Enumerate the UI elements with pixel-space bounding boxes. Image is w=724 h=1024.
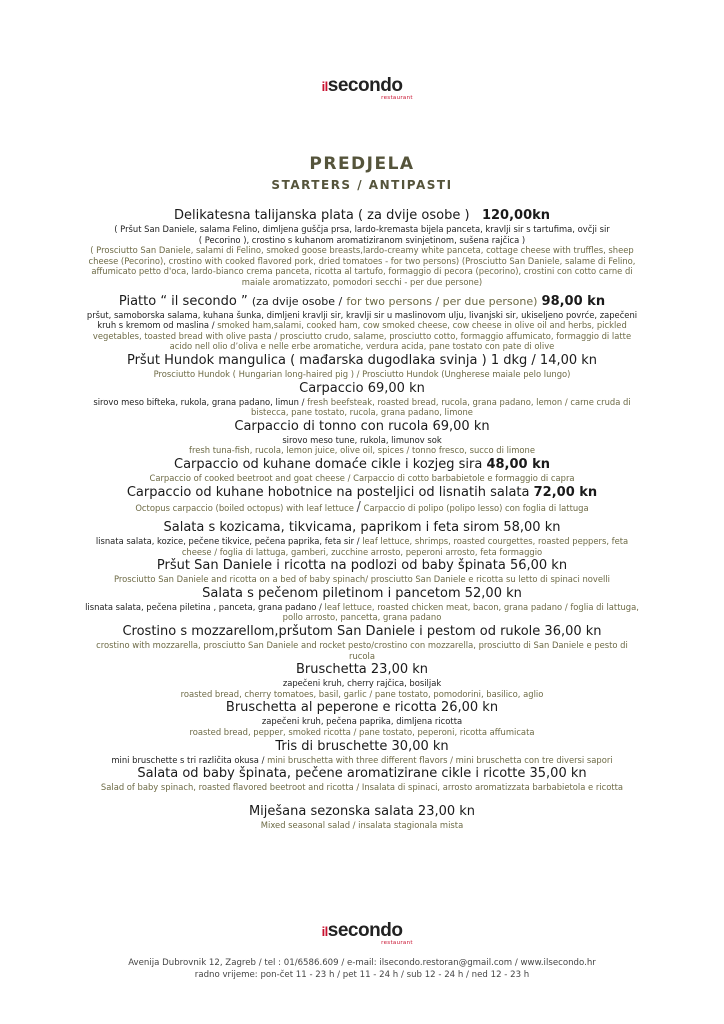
- menu-item: [84, 661, 640, 699]
- logo-brand: secondo: [327, 75, 403, 96]
- separator: /: [356, 499, 361, 515]
- menu-item: [84, 803, 640, 831]
- item-name: Tris di bruschette 30,00 kn: [275, 738, 449, 754]
- item-name: Pršut Hundok mangulica ( mađarska dugodlaka svinja ) 1 dkg: [126, 352, 528, 368]
- item-desc-hr: lisnata salata, kozice, pečene tikvice, pečena paprika, feta sir /: [95, 536, 360, 547]
- item-desc-translation: roasted bread, pepper, smoked ricotta / pane tostato, peperoni, ricotta affumicata: [189, 727, 535, 738]
- menu-item: [84, 765, 640, 793]
- menu-item: [84, 585, 640, 623]
- item-desc-translation: fresh beefsteak, roasted bread, rucola, grana padano, lemon / carne cruda di bistecca, pane tostato, rucola, grana padano, limone: [251, 396, 631, 418]
- item-desc-translation: mini bruschetta with three different flavors / mini bruschetta con tre diversi sapori: [267, 754, 613, 765]
- logo-il: il: [321, 924, 328, 939]
- menu-item: [84, 623, 640, 661]
- menu-item: [84, 557, 640, 585]
- logo-sub: restaurant: [381, 940, 413, 946]
- item-name: Pršut San Daniele i ricotta na podlozi od baby špinata 56,00 kn: [156, 558, 568, 574]
- item-desc-translation: Carpaccio of cooked beetroot and goat cheese / Carpaccio di cotto barbabietole e formaggio di capra: [149, 472, 575, 483]
- item-desc-translation: smoked ham,salami, cooked ham, cow smoked cheese, cow cheese in olive oil and herbs, pickled vegetables, toasted bread with olive pasta / prosciutto crudo, salame, prosciutto cotto, formaggio affumicato, formaggio di latte acido nell olio d’oliva e nelle erbe aromatiche, verdura acida, pane tostato con pate di olive: [92, 320, 632, 352]
- item-desc-translation: Mixed seasonal salad / insalata stagionala mista: [260, 819, 464, 830]
- menu-item: [84, 418, 640, 456]
- menu-item: [84, 293, 640, 352]
- item-desc-translation: Prosciutto San Daniele and ricotta on a bed of baby spinach/ prosciutto San Daniele e ricotta su letto di spinaci novelli: [113, 574, 611, 585]
- item-price: 48,00 kn: [486, 456, 550, 472]
- item-name: Carpaccio od kuhane domaće cikle i kozjeg sira: [174, 456, 483, 472]
- item-price: 98,00 kn: [541, 293, 606, 309]
- item-desc-translation: roasted bread, cherry tomatoes, basil, garlic / pane tostato, pomodorini, basilico, aglio: [180, 688, 544, 699]
- menu-item: [84, 380, 640, 418]
- menu-item: [84, 207, 640, 288]
- menu-item: [84, 738, 640, 766]
- restaurant-logo: [0, 76, 724, 102]
- item-desc-translation: crostino with mozzarella, prosciutto San Daniele and rocket pesto/crostino con mozzarella, prosciutto di San Daniele e pesto di rucola: [96, 640, 628, 661]
- item-name: Salata s pečenom piletinom i pancetom 52,00 kn: [202, 585, 522, 601]
- item-price: 120,00kn: [481, 208, 551, 223]
- item-name: Bruschetta 23,00 kn: [295, 662, 429, 678]
- item-name: Piatto “ il secondo ”: [118, 293, 248, 309]
- item-name: Carpaccio od kuhane hobotnice na posteljici od lisnatih salata: [126, 484, 530, 500]
- page-subtitle: STARTERS / ANTIPASTI: [271, 178, 453, 192]
- item-desc-hr: sirovo meso tune, rukola, limunov sok: [282, 434, 442, 445]
- footer-address: Avenija Dubrovnik 12, Zagreb / tel : 01/6586.609 / e-mail: ilsecondo.restoran@gmail.com / www.ilsecondo.hr: [128, 958, 596, 968]
- item-desc-hr: sirovo meso bifteka, rukola, grana padano, limun /: [93, 396, 305, 407]
- menu-item: [84, 352, 640, 380]
- menu-item: [84, 519, 640, 557]
- item-price: / 14,00 kn: [531, 352, 598, 368]
- item-name: Bruschetta al peperone e ricotta 26,00 kn: [225, 700, 499, 716]
- footer-hours: radno vrijeme: pon-čet 11 - 23 h / pet 11 - 24 h / sub 12 - 24 h / ned 12 - 23 h: [194, 970, 530, 980]
- item-desc-translation: Octopus carpaccio (boiled octopus) with leaf lettuce: [135, 502, 354, 513]
- item-desc-hr: zapečeni kruh, pečena paprika, dimljena ricotta: [261, 716, 463, 727]
- menu-list: [84, 205, 640, 830]
- item-name: Miješana sezonska salata 23,00 kn: [248, 803, 476, 819]
- item-desc-translation: Prosciutto Hundok ( Hungarian long-haired pig ) / Prosciutto Hundok (Ungherese maiale pelo lungo): [153, 368, 571, 379]
- logo-brand: secondo: [327, 920, 403, 941]
- item-desc-translation: leaf lettuce, shrimps, roasted courgettes, roasted peppers, feta cheese / foglia di lattuga, gamberi, zucchine arrosto, peperoni arrosto, feta formaggio: [181, 536, 629, 557]
- item-desc-hr: zapečeni kruh, cherry rajčica, bosiljak: [282, 678, 442, 689]
- item-note: (za dvije osobe /: [251, 294, 343, 308]
- item-desc-hr: lisnata salata, pečena piletina , panceta, grana padano /: [85, 601, 322, 612]
- item-name: Salata s kozicama, tikvicama, paprikom i feta sirom 58,00 kn: [163, 520, 561, 536]
- item-name: Salata od baby špinata, pečene aromatizirane cikle i ricotte 35,00 kn: [137, 766, 587, 782]
- item-name: Delikatesna talijanska plata ( za dvije osobe ): [173, 208, 470, 223]
- item-name: Carpaccio di tonno con rucola 69,00 kn: [234, 418, 490, 434]
- logo-sub: restaurant: [381, 95, 413, 101]
- item-price: 72,00 kn: [533, 484, 598, 500]
- page-title: PREDJELA: [309, 154, 415, 174]
- item-note-translation: for two persons / per due persone): [346, 294, 538, 308]
- item-name: Crostino s mozzarellom,pršutom San Daniele i pestom od rukole 36,00 kn: [122, 624, 602, 640]
- restaurant-logo-footer: [0, 921, 724, 947]
- logo-il: il: [321, 79, 328, 94]
- item-desc-translation: leaf lettuce, roasted chicken meat, bacon, grana padano / foglia di lattuga, pollo arrosto, pancetta, grana padano: [282, 601, 639, 623]
- menu-item: [84, 484, 640, 514]
- item-desc-translation: fresh tuna-fish, rucola, lemon juice, olive oil, spices / tonno fresco, succo di limone: [189, 445, 535, 456]
- item-desc-translation: ( Prosciutto San Daniele, salami di Felino, smoked goose breasts,lardo-creamy white panceta, cottage cheese with truffles, sheep cheese (Pecorino), crostino with cooked flavored pork, dried tomatoes - for two persons) (Prosciutto San Daniele, salame di Felino, affumicato petto d'oca, lardo-bianco crema panceta, ricotta al tartufo, formaggio di pecora (pecorino), crostini con cotto carne di maiale aromatizzato, pomodori secchi - per due persone): [88, 245, 636, 287]
- item-desc-hr: pršut, samoborska salama, kuhana šunka, dimljeni kravlji sir, kravlji sir u maslinovom ulju, livanjski sir, ukiseljeno povrće, zapečeni kruh s kremom od maslina /: [86, 309, 638, 331]
- item-desc-hr: mini bruschette s tri različita okusa /: [111, 754, 265, 765]
- menu-item: [84, 456, 640, 484]
- item-desc-translation: Salad of baby spinach, roasted flavored beetroot and ricotta / Insalata di spinaci, arrosto aromatizzata barbabietola e ricotta: [100, 782, 624, 793]
- footer: [0, 957, 724, 981]
- menu-item: [84, 699, 640, 737]
- item-desc-hr: ( Pršut San Daniele, salama Felino, dimljena guščja prsa, lardo-kremasta bijela panceta, kravlji sir s tartufima, ovčji sir ( Pecorino ), crostino s kuhanom aromatiziranom svinjetinom, sušena rajčica ): [114, 224, 610, 245]
- item-desc-translation-it: Carpaccio di polipo (polipo lesso) con foglia di lattuga: [363, 502, 589, 513]
- item-name: Carpaccio 69,00 kn: [299, 380, 425, 396]
